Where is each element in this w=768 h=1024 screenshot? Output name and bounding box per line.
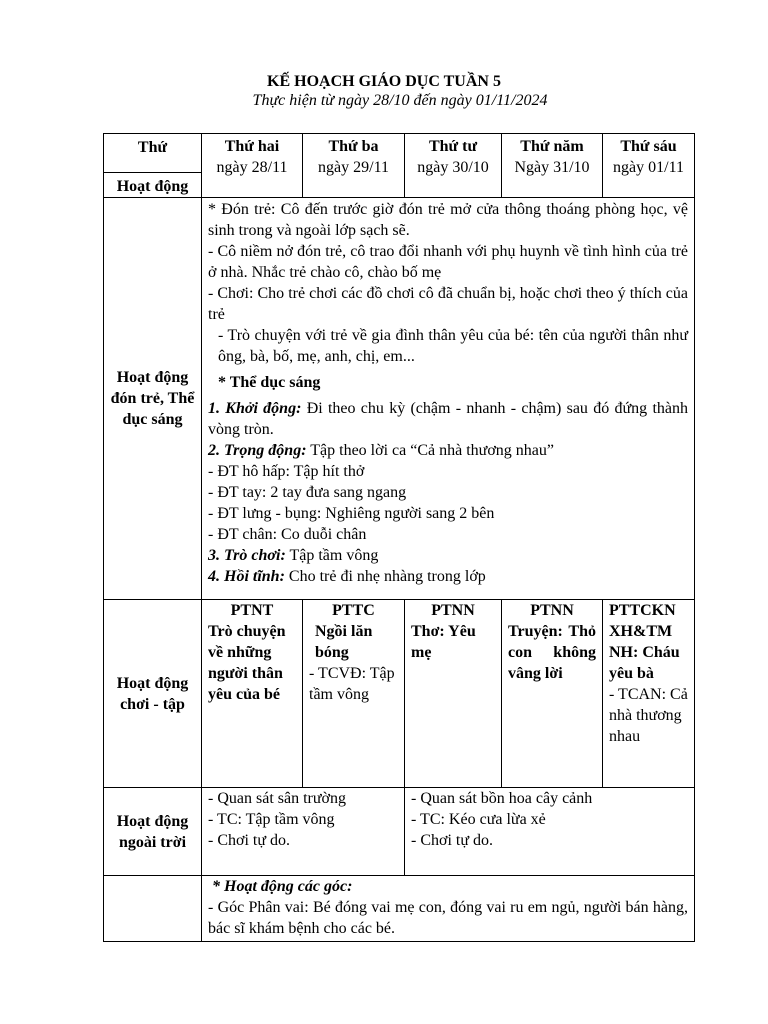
day-date: ngày 30/10	[417, 159, 489, 176]
play-cell	[405, 600, 502, 788]
day-date: ngày 28/11	[216, 159, 288, 176]
outdoor-line: - Chơi tự do.	[411, 832, 494, 849]
header-day-cell	[502, 134, 603, 198]
corners-heading: * Hoạt động các góc:	[212, 878, 353, 895]
play-cell-body: Truyện: Thỏ con không vâng lời	[508, 623, 596, 682]
morning-row	[104, 198, 695, 600]
play-cell	[202, 600, 303, 788]
step-line	[208, 566, 688, 587]
day-name: Thứ năm	[520, 138, 584, 155]
step-label: 2. Trọng động:	[208, 442, 307, 459]
morning-line: - Cô niềm nở đón trẻ, cô trao đổi nhanh với phụ huynh về tình hình của trẻ ở nhà. Nhắc trẻ chào cô, chào bố mẹ	[208, 243, 688, 281]
play-row	[104, 600, 695, 788]
corner-top-label: Thứ	[137, 139, 168, 156]
step-label: 4. Hồi tĩnh:	[208, 568, 285, 585]
morning-content	[202, 198, 695, 600]
header-day-cell	[603, 134, 695, 198]
play-cell-body: Thơ: Yêu mẹ	[411, 623, 476, 661]
day-date: ngày 01/11	[613, 159, 684, 176]
play-cell-body: Ngồi lăn bóng	[315, 623, 373, 661]
day-name: Thứ hai	[224, 138, 280, 155]
day-name: Thứ sáu	[620, 138, 677, 155]
play-cell-head: PTTCKN XH&TM	[609, 602, 676, 640]
page-subtitle: Thực hiện từ ngày 28/10 đến ngày 01/11/2024	[252, 92, 548, 109]
outdoor-line: - TC: Tập tầm vông	[208, 811, 335, 828]
corners-text: - Góc Phân vai: Bé đóng vai mẹ con, đóng vai ru em ngủ, người bán hàng, bác sĩ khám bệnh cho các bé.	[208, 899, 688, 937]
plan-table	[103, 133, 695, 942]
corners-row	[104, 876, 695, 942]
play-cell	[303, 600, 405, 788]
play-cell-extra: - TCVĐ: Tập tầm vông	[309, 665, 395, 703]
outdoor-line: - TC: Kéo cưa lừa xẻ	[411, 811, 546, 828]
play-cell	[603, 600, 695, 788]
step-text: Đi theo chu kỳ (chậm - nhanh - chậm) sau đó đứng thành vòng tròn.	[208, 400, 689, 438]
morning-label: Hoạt động đón trẻ, Thể dục sáng	[104, 198, 202, 600]
play-cell	[502, 600, 603, 788]
exercise-line: - ĐT tay: 2 tay đưa sang ngang	[208, 484, 407, 501]
play-cell-head: PTNN	[530, 602, 574, 619]
step-text: Cho trẻ đi nhẹ nhàng trong lớp	[284, 568, 486, 585]
day-name: Thứ ba	[328, 138, 379, 155]
outdoor-line: - Quan sát sân trường	[208, 790, 346, 807]
header-day-cell	[202, 134, 303, 198]
corners-content	[202, 876, 695, 942]
day-name: Thứ tư	[428, 138, 478, 155]
outdoor-line: - Chơi tự do.	[208, 832, 291, 849]
play-label: Hoạt động chơi - tập	[104, 600, 202, 788]
morning-line: - Chơi: Cho trẻ chơi các đồ chơi cô đã chuẩn bị, hoặc chơi theo ý thích của trẻ	[208, 285, 688, 323]
outdoor-right	[405, 788, 695, 876]
outdoor-line: - Quan sát bồn hoa cây cảnh	[411, 790, 593, 807]
step-line	[208, 398, 688, 440]
play-cell-head: PTNT	[230, 602, 274, 619]
outdoor-label: Hoạt động ngoài trời	[104, 788, 202, 876]
exercise-line: - ĐT lưng - bụng: Nghiêng người sang 2 bên	[208, 505, 495, 522]
morning-line: * Đón trẻ: Cô đến trước giờ đón trẻ mở cửa thông thoáng phòng học, vệ sinh trong và ngoài lớp sạch sẽ.	[208, 201, 688, 239]
step-text: Tập theo lời ca “Cả nhà thương nhau”	[306, 442, 554, 459]
step-text: Tập tầm vông	[285, 547, 379, 564]
exercise-line: - ĐT chân: Co duỗi chân	[208, 526, 367, 543]
header-corner-cell	[104, 134, 202, 198]
step-line	[208, 440, 688, 461]
play-cell-head: PTNN	[431, 602, 475, 619]
step-label: 1. Khởi động:	[208, 400, 302, 417]
exercise-heading: * Thể dục sáng	[218, 374, 321, 391]
play-cell-extra: - TCAN: Cả nhà thương nhau	[609, 686, 688, 745]
outdoor-row	[104, 788, 695, 876]
header-day-cell	[405, 134, 502, 198]
day-date: Ngày 31/10	[514, 159, 590, 176]
header-day-cell	[303, 134, 405, 198]
exercise-line: - ĐT hô hấp: Tập hít thở	[208, 463, 365, 480]
header-row	[104, 134, 695, 198]
page-title: KẾ HOẠCH GIÁO DỤC TUẦN 5	[267, 73, 501, 90]
play-cell-body: Trò chuyện về những người thân yêu của bé	[208, 623, 286, 703]
play-cell-body: NH: Cháu yêu bà	[609, 644, 680, 682]
corners-label-cell	[104, 876, 202, 942]
corner-bottom-label: Hoạt động	[116, 178, 189, 195]
step-label: 3. Trò chơi:	[208, 547, 286, 564]
step-line	[208, 545, 688, 566]
morning-line: - Trò chuyện với trẻ về gia đình thân yêu của bé: tên của người thân như ông, bà, bố, mẹ, anh, chị, em...	[218, 327, 688, 365]
outdoor-left	[202, 788, 405, 876]
play-cell-head: PTTC	[332, 602, 375, 619]
day-date: ngày 29/11	[318, 159, 389, 176]
